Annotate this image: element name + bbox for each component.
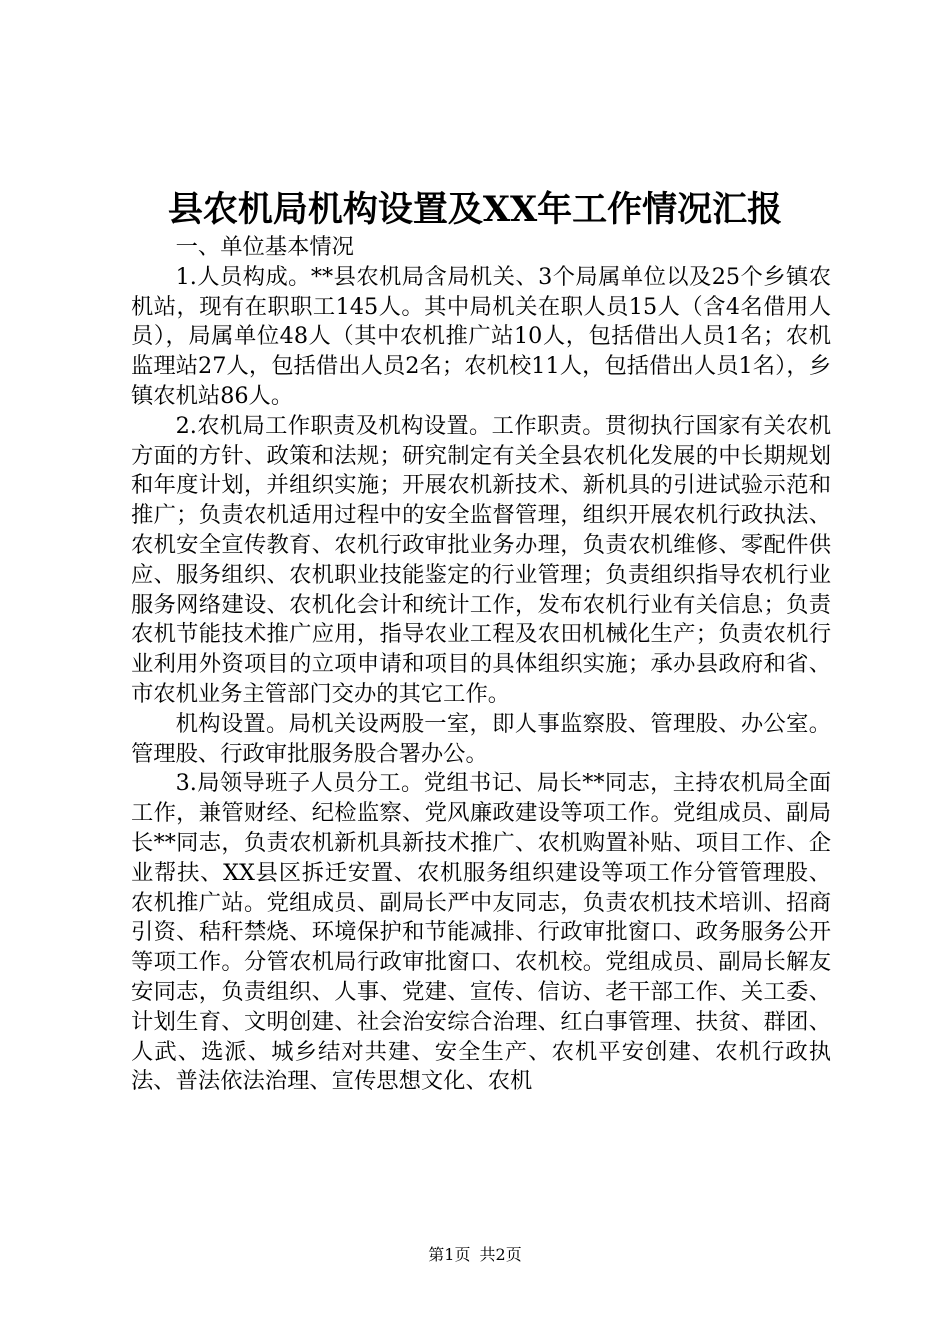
page-footer <box>0 1245 950 1265</box>
section-heading: 一、单位基本情况 <box>175 234 354 260</box>
page-number-current: 第1页 <box>428 1245 471 1264</box>
document-title: 县农机局机构设置及XX年工作情况汇报 <box>167 189 783 230</box>
page-number-total: 共2页 <box>479 1245 522 1264</box>
paragraph-duties: 2.农机局工作职责及机构设置。工作职责。贯彻执行国家有关农机方面的方针、政策和法规；研究制定有关全县农机化发展的中长期规划和年度计划，并组织实施；开展农机新技术、新机具的引进试验示范和推广；负责农机适用过程中的安全监督管理，组织开展农机行政执法、农机安全宣传教育、农机行政审批业务办理，负责农机维修、零配件供应、服务组织、农机职业技能鉴定的行业管理；负责组织指导农机行业服务网络建设、农机化会计和统计工作，发布农机行业有关信息；负责农机节能技术推广应用，指导农业工程及农田机械化生产；负责农机行业利用外资项目的立项申请和项目的具体组织实施；承办县政府和省、市农机业务主管部门交办的其它工作。 <box>131 412 831 707</box>
document-body <box>131 233 831 1097</box>
paragraph-structure: 机构设置。局机关设两股一室，即人事监察股、管理股、办公室。管理股、行政审批服务股合署办公。 <box>131 710 831 767</box>
paragraph-leadership: 3.局领导班子人员分工。党组书记、局长**同志，主持农机局全面工作，兼管财经、纪检监察、党风廉政建设等项工作。党组成员、副局长**同志，负责农机新机具新技术推广、农机购置补贴、项目工作、企业帮扶、XX县区拆迁安置、农机服务组织建设等项工作分管管理股、农机推广站。党组成员、副局长严中友同志，负责农机技术培训、招商引资、秸秆禁烧、环境保护和节能减排、行政审批窗口、政务服务公开等项工作。分管农机局行政审批窗口、农机校。党组成员、副局长解友安同志，负责组织、人事、党建、宣传、信访、老干部工作、关工委、计划生育、文明创建、社会治安综合治理、红白事管理、扶贫、群团、人武、选派、城乡结对共建、安全生产、农机平安创建、农机行政执法、普法依法治理、宣传思想文化、农机 <box>131 770 831 1095</box>
paragraph-personnel: 1.人员构成。**县农机局含局机关、3个局属单位以及25个乡镇农机站，现有在职职工145人。其中局机关在职人员15人（含4名借用人员），局属单位48人（其中农机推广站10人，包括借出人员1名；农机监理站27人，包括借出人员2名；农机校11人，包括借出人员1名），乡镇农机站86人。 <box>131 263 831 409</box>
